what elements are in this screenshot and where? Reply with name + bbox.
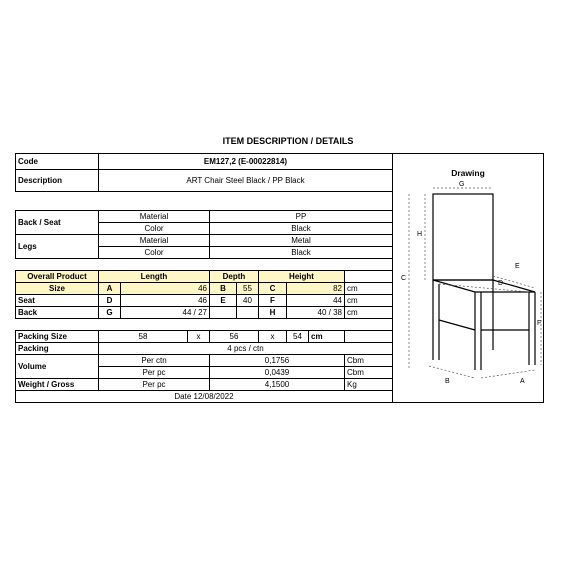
back-seat-color-label: Color bbox=[99, 223, 210, 235]
back-unit: cm bbox=[345, 307, 393, 319]
weight-unit: Kg bbox=[345, 379, 393, 391]
legs-material-label: Material bbox=[99, 235, 210, 247]
length-header: Length bbox=[99, 271, 210, 283]
h-value: 40 / 38 bbox=[287, 307, 345, 319]
spec-table bbox=[15, 153, 544, 403]
d-value: 46 bbox=[121, 295, 210, 307]
weight-value: 4,1500 bbox=[210, 379, 345, 391]
weight-label: Weight / Gross bbox=[16, 379, 99, 391]
seat-label: Seat bbox=[16, 295, 99, 307]
a-value: 46 bbox=[121, 283, 210, 295]
overall-label-2: Size bbox=[16, 283, 99, 295]
depth-header: Depth bbox=[210, 271, 259, 283]
packing-unit: cm bbox=[309, 331, 345, 343]
page-title: ITEM DESCRIPTION / DETAILS bbox=[222, 136, 354, 146]
packing-label: Packing bbox=[16, 343, 99, 355]
back-seat-material-label: Material bbox=[99, 211, 210, 223]
packing-size-label: Packing Size bbox=[16, 331, 99, 343]
overall-label-1: Overall Product bbox=[16, 271, 99, 283]
packing-height: 54 bbox=[287, 331, 309, 343]
chair-back bbox=[433, 194, 493, 280]
d-label: D bbox=[99, 295, 121, 307]
legs-color-label: Color bbox=[99, 247, 210, 259]
seat-unit: cm bbox=[345, 295, 393, 307]
packing-length: 58 bbox=[99, 331, 188, 343]
label-e: E bbox=[515, 263, 520, 270]
volume-unit-ctn: Cbm bbox=[345, 355, 393, 367]
label-f: F bbox=[537, 320, 542, 327]
volume-per-pc: 0,0439 bbox=[210, 367, 345, 379]
label-g: G bbox=[459, 181, 465, 188]
label-b: B bbox=[445, 378, 450, 385]
weight-per-pc-label: Per pc bbox=[99, 379, 210, 391]
h-label: H bbox=[259, 307, 287, 319]
packing-x1: x bbox=[188, 331, 210, 343]
legs-label: Legs bbox=[16, 235, 99, 259]
a-label: A bbox=[99, 283, 121, 295]
label-c: C bbox=[401, 275, 407, 282]
back-seat-label: Back / Seat bbox=[16, 211, 99, 235]
b-value: 55 bbox=[237, 283, 259, 295]
height-header: Height bbox=[259, 271, 345, 283]
packing-width: 56 bbox=[210, 331, 259, 343]
f-value: 44 bbox=[287, 295, 345, 307]
overall-unit: cm bbox=[345, 283, 393, 295]
back-seat-color: Black bbox=[210, 223, 393, 235]
label-h: H bbox=[417, 231, 423, 238]
drawing-cell bbox=[393, 154, 544, 403]
packing-x2: x bbox=[259, 331, 287, 343]
b-label: B bbox=[210, 283, 237, 295]
g-value: 44 / 27 bbox=[121, 307, 210, 319]
legs-color: Black bbox=[210, 247, 393, 259]
label-a: A bbox=[520, 378, 525, 385]
label-d: D bbox=[498, 280, 504, 287]
volume-label: Volume bbox=[16, 355, 99, 379]
drawing-label: Drawing bbox=[451, 168, 485, 178]
c-value: 82 bbox=[287, 283, 345, 295]
e-label: E bbox=[210, 295, 237, 307]
code-value: EM127,2 (E-00022814) bbox=[99, 154, 393, 170]
volume-unit-pc: Cbm bbox=[345, 367, 393, 379]
description-label: Description bbox=[16, 170, 99, 192]
chair-drawing bbox=[395, 180, 544, 385]
volume-per-ctn: 0,1756 bbox=[210, 355, 345, 367]
volume-per-ctn-label: Per ctn bbox=[99, 355, 210, 367]
c-label: C bbox=[259, 283, 287, 295]
legs-material: Metal bbox=[210, 235, 393, 247]
e-value: 40 bbox=[237, 295, 259, 307]
volume-per-pc-label: Per pc bbox=[99, 367, 210, 379]
chair-seat bbox=[433, 280, 535, 292]
date: Date 12/08/2022 bbox=[16, 391, 393, 403]
packing-value: 4 pcs / ctn bbox=[99, 343, 393, 355]
back-label: Back bbox=[16, 307, 99, 319]
f-label: F bbox=[259, 295, 287, 307]
g-label: G bbox=[99, 307, 121, 319]
code-label: Code bbox=[16, 154, 99, 170]
description-value: ART Chair Steel Black / PP Black bbox=[99, 170, 393, 192]
back-seat-material: PP bbox=[210, 211, 393, 223]
